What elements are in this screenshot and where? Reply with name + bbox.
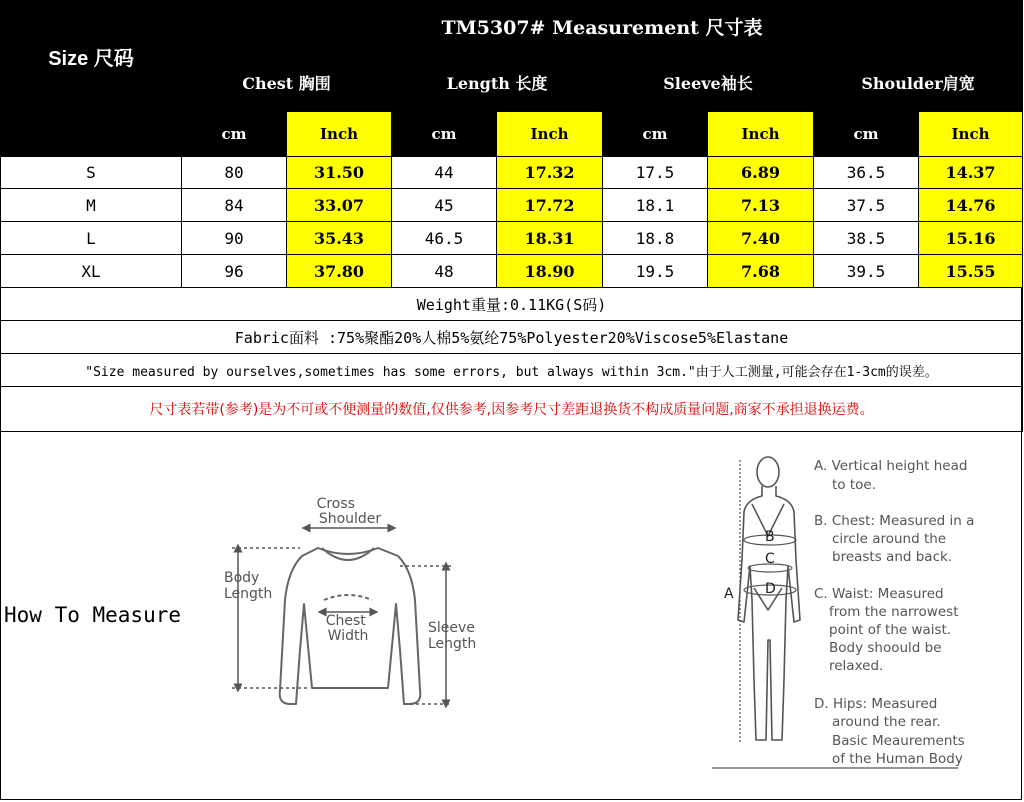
value-cell: 96 <box>182 255 287 288</box>
measurement-error-note: "Size measured by ourselves,sometimes has some errors, but always within 3cm."由于人工测量,可能会存在1-3cm的误差。 <box>1 354 1023 387</box>
cross-shoulder-label: Cross Shoulder <box>316 496 382 527</box>
value-cell: 44 <box>392 157 497 189</box>
value-cell: 15.55 <box>919 255 1023 288</box>
value-cell: 7.40 <box>708 222 814 255</box>
svg-text:D: D <box>765 581 776 597</box>
chest-header: Chest 胸围 <box>182 53 392 112</box>
unit-inch: Inch <box>497 112 603 157</box>
value-cell: 19.5 <box>603 255 708 288</box>
value-cell: 18.8 <box>603 222 708 255</box>
value-cell: 17.5 <box>603 157 708 189</box>
size-cell: S <box>1 157 182 189</box>
size-cell: L <box>1 222 182 255</box>
value-cell: 17.72 <box>497 189 603 222</box>
value-cell: 45 <box>392 189 497 222</box>
size-header: Size 尺码 <box>1 1 182 112</box>
value-cell: 33.07 <box>287 189 392 222</box>
size-cell: XL <box>1 255 182 288</box>
length-header: Length 长度 <box>392 53 603 112</box>
value-cell: 38.5 <box>814 222 919 255</box>
value-cell: 36.5 <box>814 157 919 189</box>
sleeve-length-label: Sleeve Length <box>428 620 477 652</box>
value-cell: 37.80 <box>287 255 392 288</box>
value-cell: 18.90 <box>497 255 603 288</box>
value-cell: 48 <box>392 255 497 288</box>
value-cell: 18.1 <box>603 189 708 222</box>
value-cell: 6.89 <box>708 157 814 189</box>
value-cell: 46.5 <box>392 222 497 255</box>
chest-width-label: Chest Width <box>325 613 369 644</box>
unit-inch: Inch <box>708 112 814 157</box>
value-cell: 80 <box>182 157 287 189</box>
value-cell: 7.68 <box>708 255 814 288</box>
fabric-note: Fabric面料 :75%聚酯20%人棉5%氨纶75%Polyester20%Viscose5%Elastane <box>1 321 1023 354</box>
note-a: A. Vertical height head to toe. <box>814 458 968 493</box>
value-cell: 14.76 <box>919 189 1023 222</box>
shoulder-header: Shoulder肩宽 <box>814 53 1023 112</box>
note-d: D. Hips: Measured around the rear. Basic Meaurements of the Human Body <box>814 696 965 767</box>
how-to-measure-label: How To Measure <box>4 603 182 627</box>
value-cell: 7.13 <box>708 189 814 222</box>
value-cell: 35.43 <box>287 222 392 255</box>
unit-inch: Inch <box>287 112 392 157</box>
disclaimer-note: 尺寸表若带(参考)是为不可或不便测量的数值,仅供参考,因参考尺寸差距退换货不构成质量问题,商家不承担退换运费。 <box>1 387 1023 432</box>
value-cell: 84 <box>182 189 287 222</box>
unit-inch: Inch <box>919 112 1023 157</box>
value-cell: 17.32 <box>497 157 603 189</box>
size-cell: M <box>1 189 182 222</box>
weight-note: Weight重量:0.11KG(S码) <box>1 288 1023 321</box>
value-cell: 37.5 <box>814 189 919 222</box>
svg-text:C: C <box>765 551 775 567</box>
unit-cm: cm <box>603 112 708 157</box>
unit-cm: cm <box>814 112 919 157</box>
value-cell: 18.31 <box>497 222 603 255</box>
svg-text:B: B <box>765 529 775 545</box>
value-cell: 90 <box>182 222 287 255</box>
body-notes <box>814 458 979 767</box>
human-body-diagram <box>738 457 800 740</box>
svg-text:A: A <box>724 586 734 602</box>
note-b: B. Chest: Measured in a circle around the breasts and back. <box>814 513 975 565</box>
value-cell: 14.37 <box>919 157 1023 189</box>
value-cell: 31.50 <box>287 157 392 189</box>
table-title: TM5307# Measurement 尺寸表 <box>182 1 1023 53</box>
unit-cm: cm <box>392 112 497 157</box>
sleeve-header: Sleeve袖长 <box>603 53 814 112</box>
body-length-label: Body Length <box>224 570 273 602</box>
value-cell: 39.5 <box>814 255 919 288</box>
value-cell: 15.16 <box>919 222 1023 255</box>
unit-cm: cm <box>182 112 287 157</box>
note-c: C. Waist: Measured from the narrowest point of the waist. Body shoould be relaxed. <box>814 586 959 674</box>
